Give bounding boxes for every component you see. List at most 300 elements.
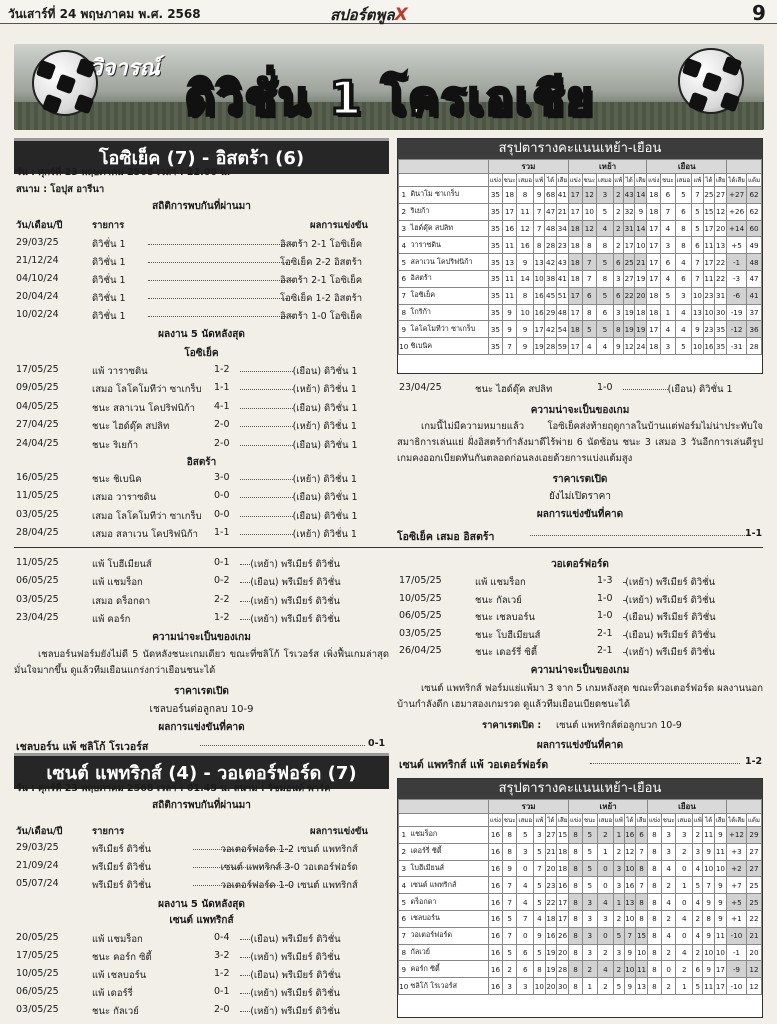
stat-cell: 23 — [556, 237, 568, 254]
page-title: ดิวิชั่น 1 โครเอเชีย — [185, 71, 595, 125]
stat-cell: 7 — [636, 877, 648, 894]
stat-cell: 22 — [623, 287, 634, 304]
form-date: 10/05/25 — [16, 968, 59, 979]
stat-cell: -3 — [727, 270, 747, 287]
stat-cell: 10 — [636, 944, 648, 961]
h2h-competition: พรีเมียร์ ดิวิชั่น — [92, 880, 152, 891]
stat-cell: 2 — [583, 961, 598, 978]
stat-cell: 18 — [647, 287, 661, 304]
form-score: 2-0 — [214, 419, 230, 431]
stat-cell: 7 — [661, 203, 675, 220]
stat-cell: 1 — [676, 978, 693, 995]
match2-prediction: เชลบอร์น แพ้ ซลิโก้ โรเวอร์ส — [16, 741, 149, 753]
column-header: แข่ง — [647, 174, 661, 187]
stat-cell: 35 — [489, 220, 503, 237]
stat-cell: +5 — [727, 237, 747, 254]
page-number: 9 — [752, 1, 766, 25]
column-header: เสีย — [557, 814, 569, 827]
stat-cell: 2 — [613, 187, 623, 204]
stat-cell: 7 — [692, 270, 703, 287]
stat-cell: 5 — [597, 287, 614, 304]
stat-cell: 5 — [597, 254, 614, 271]
stat-cell: 3 — [693, 843, 703, 860]
form-venue: (เยือน) ดิวิชั่น 1 — [292, 492, 358, 504]
stat-cell: 10 — [703, 304, 714, 321]
match1-pred-title: ผลการแข่งขันที่คาด — [536, 509, 624, 520]
stat-cell: 51 — [556, 287, 568, 304]
form-score: 4-1 — [214, 400, 230, 412]
stat-cell: 7 — [624, 927, 636, 944]
stat-cell: 6 — [399, 910, 409, 927]
form-score: 1-1 — [214, 527, 230, 539]
leader-dots — [148, 273, 292, 281]
stat-cell: 16 — [557, 877, 569, 894]
table-row — [399, 321, 762, 338]
column-header: ได้ — [703, 814, 715, 827]
stat-cell: 41 — [556, 270, 568, 287]
stat-cell: 6 — [661, 254, 675, 271]
column-header: ได้ — [624, 814, 636, 827]
stat-cell: 4 — [661, 894, 676, 911]
h2h-competition: ดิวิชั่น 1 — [92, 311, 126, 322]
h2h-date: 29/03/25 — [16, 842, 59, 853]
h2h-result: วอเตอร์ฟอร์ด 1-2 เซนต์ แพทริกส์ — [220, 844, 358, 855]
stat-cell: 13 — [636, 978, 648, 995]
stat-cell: +14 — [727, 220, 747, 237]
stat-cell: 10 — [517, 304, 534, 321]
stat-cell: -10 — [726, 927, 746, 944]
stat-cell: 9 — [502, 321, 516, 338]
stat-cell: 8 — [597, 237, 614, 254]
stat-cell: 0 — [517, 860, 534, 877]
stat-cell: 1 — [597, 843, 614, 860]
form-date: 06/05/25 — [16, 575, 59, 587]
form-result: แพ้ โบฮีเมียนส์ — [92, 559, 152, 570]
form-score: 1-2 — [214, 968, 230, 979]
form-venue: (เยือน) พรีเมียร์ ดิวิชั่น — [625, 612, 716, 624]
form-score: 0-4 — [214, 932, 230, 943]
stat-cell: 8 — [636, 894, 648, 911]
form-score: 2-0 — [214, 437, 230, 449]
stat-cell: 5 — [517, 827, 534, 844]
stat-cell: 16 — [489, 894, 503, 911]
stat-cell: 0 — [661, 961, 676, 978]
stat-cell: 4 — [517, 877, 534, 894]
stat-cell: 8 — [569, 877, 583, 894]
stat-cell: 18 — [557, 843, 569, 860]
team-name: ชิเบนิค — [409, 338, 489, 355]
stat-cell: 6 — [399, 270, 409, 287]
form-venue: (เหย้า) ดิวิชั่น 1 — [292, 384, 357, 396]
leader-dots — [240, 364, 293, 372]
form-venue: (เยือน) พรีเมียร์ ดิวิชั่น — [250, 934, 341, 945]
stat-cell: 9 — [714, 910, 726, 927]
stat-cell: +12 — [726, 827, 746, 844]
h2h-result: โอซิเย็ค 1-2 อิสตร้า — [280, 293, 363, 304]
stat-cell: 5 — [582, 321, 596, 338]
leader-dots — [240, 419, 293, 427]
stat-cell: 17 — [623, 237, 634, 254]
stat-cell: 1 — [614, 894, 624, 911]
stat-cell: 20 — [746, 944, 761, 961]
stat-cell: 3 — [583, 927, 598, 944]
stat-cell: 4 — [661, 860, 676, 877]
form-result: ชนะ โบฮีเมียนส์ — [475, 629, 541, 641]
column-header: ชนะ — [502, 174, 516, 187]
stat-cell: 12 — [582, 187, 596, 204]
stat-cell: 29 — [746, 827, 761, 844]
stat-cell: 5 — [661, 287, 675, 304]
stat-cell: 17 — [568, 187, 582, 204]
stat-cell: 6 — [661, 187, 675, 204]
form-date: 17/05/25 — [399, 575, 442, 586]
stat-cell: 8 — [675, 237, 692, 254]
column-header: เสมอ — [597, 814, 614, 827]
form-score: 1-3 — [597, 575, 613, 586]
stat-cell: 8 — [569, 894, 583, 911]
team-name: แชมร็อก — [409, 827, 489, 844]
form-date: 11/05/25 — [16, 490, 59, 502]
h2h-result: วอเตอร์ฟอร์ด 1-0 เซนต์ แพทริกส์ — [220, 880, 358, 891]
stat-cell: 7 — [582, 270, 596, 287]
stat-cell: 15 — [703, 203, 714, 220]
table-row — [399, 961, 762, 978]
stat-cell: 42 — [545, 321, 556, 338]
stat-cell: 23 — [703, 287, 714, 304]
form-venue: (เหย้า) ดิวิชั่น 1 — [292, 529, 357, 541]
stat-cell: 16 — [489, 978, 503, 995]
team-name: โอซิเย็ค — [409, 287, 489, 304]
stat-cell: 8 — [648, 961, 662, 978]
form-venue: (เหย้า) พรีเมียร์ ดิวิชั่น — [625, 647, 716, 659]
stat-cell: 3 — [661, 237, 675, 254]
stat-cell: 3 — [614, 877, 624, 894]
stat-cell: 21 — [556, 203, 568, 220]
stat-cell: 11 — [703, 978, 715, 995]
stat-cell: 6 — [675, 270, 692, 287]
stat-cell: +3 — [726, 843, 746, 860]
team-name: สลาเวน โคปริฟนิก้า — [409, 254, 489, 271]
stat-cell: 9 — [624, 978, 636, 995]
form-result: แพ้ เดอร์รี่ — [92, 988, 133, 999]
form-score: 0-0 — [214, 508, 230, 520]
stat-cell: 4 — [675, 254, 692, 271]
stat-cell: 7 — [502, 877, 517, 894]
stat-cell: 2 — [399, 843, 409, 860]
stat-cell: 16 — [489, 910, 503, 927]
h2h-date: 29/03/25 — [16, 237, 59, 248]
stat-cell: 4 — [597, 961, 614, 978]
stat-cell: 9 — [517, 321, 534, 338]
stat-cell: 16 — [624, 877, 636, 894]
match1-pred-score: 1-1 — [745, 528, 763, 539]
match1-odds: ยังไม่เปิดราคา — [549, 491, 611, 502]
h2h-result: อิสตร้า 2-1 โอซิเย็ค — [280, 275, 363, 286]
stat-cell: 11 — [703, 827, 715, 844]
stat-cell: 62 — [747, 203, 762, 220]
table-row — [399, 203, 762, 220]
form-venue: (เยือน) ดิวิชั่น 1 — [292, 366, 358, 377]
form-venue: (เยือน) ดิวิชั่น 1 — [667, 384, 733, 395]
stat-cell: 17 — [568, 287, 582, 304]
stat-cell: 21 — [746, 927, 761, 944]
stat-cell: 25 — [623, 254, 634, 271]
match3-pred-title: ผลการแข่งขันที่คาด — [536, 740, 624, 751]
stat-cell: 10 — [534, 978, 546, 995]
form-date: 24/04/25 — [16, 437, 59, 449]
stat-cell: 18 — [557, 860, 569, 877]
match1-title: โอซิเย็ค (7) - อิสตร้า (6) — [14, 138, 389, 174]
stat-cell: 9 — [703, 894, 715, 911]
table-row — [399, 927, 762, 944]
stat-cell: 20 — [635, 287, 647, 304]
column-header: แพ้ — [692, 174, 703, 187]
stat-cell: 5 — [583, 877, 598, 894]
stat-cell: 5 — [614, 978, 624, 995]
stat-cell: 17 — [568, 203, 582, 220]
stat-cell: +5 — [726, 894, 746, 911]
stat-cell: 8 — [648, 910, 662, 927]
stat-cell: 23 — [703, 321, 714, 338]
stat-cell: 3 — [597, 187, 614, 204]
stat-cell: 7 — [703, 877, 715, 894]
stat-cell: 41 — [747, 287, 762, 304]
stat-cell: 14 — [517, 270, 534, 287]
stat-cell: 9 — [533, 187, 544, 204]
stat-cell: 9 — [624, 944, 636, 961]
stat-cell: 0 — [597, 860, 614, 877]
stat-cell: 2 — [661, 877, 676, 894]
stat-cell: 10 — [635, 237, 647, 254]
form-venue: (เหย้า) ดิวิชั่น 1 — [292, 421, 357, 433]
stat-cell: 5 — [583, 827, 598, 844]
form-date: 27/04/25 — [16, 419, 59, 431]
stat-cell: 4 — [693, 927, 703, 944]
stat-cell: 3 — [661, 827, 676, 844]
stat-cell: 16 — [489, 927, 503, 944]
match3-pred-score: 1-2 — [745, 756, 763, 767]
team-name: เดอร์รี่ ซิตี้ — [409, 843, 489, 860]
stat-cell: 25 — [746, 877, 761, 894]
h2h-result: เซนต์ แพทริกส์ 3-0 วอเตอร์ฟอร์ด — [220, 862, 358, 873]
match3-prediction: เซนต์ แพทริกส์ แพ้ วอเตอร์ฟอร์ด — [399, 759, 549, 771]
stat-cell: 5 — [583, 860, 598, 877]
column-header: แข่ง — [569, 814, 583, 827]
stat-cell: 2 — [661, 910, 676, 927]
stat-cell: 27 — [623, 270, 634, 287]
column-header: แพ้ — [534, 814, 546, 827]
stat-cell: 1 — [399, 187, 409, 204]
stat-cell: 18 — [568, 270, 582, 287]
stat-cell: 8 — [648, 843, 662, 860]
column-header: ได้ — [545, 174, 556, 187]
stat-cell: 18 — [647, 203, 661, 220]
stat-cell: 11 — [714, 843, 726, 860]
stat-cell: 10 — [399, 978, 409, 995]
standings-title: สรุปตารางคะแนนเหย้า-เยือน — [398, 139, 762, 159]
stat-cell: 8 — [569, 961, 583, 978]
team-name: เชลบอร์น — [409, 910, 489, 927]
stat-cell: 16 — [489, 961, 503, 978]
stat-cell: 18 — [568, 237, 582, 254]
stat-cell: -1 — [726, 944, 746, 961]
stat-cell: 9 — [399, 321, 409, 338]
stat-cell: 9 — [613, 338, 623, 355]
form-result: แพ้ แชมร็อก — [92, 934, 143, 945]
form-score: 1-0 — [597, 610, 613, 622]
stat-cell: 7 — [636, 843, 648, 860]
stat-cell: 18 — [647, 304, 661, 321]
stat-cell: 13 — [533, 254, 544, 271]
stat-cell: 35 — [489, 304, 503, 321]
stat-cell: 6 — [517, 961, 534, 978]
stat-cell: 35 — [489, 187, 503, 204]
stat-cell: 16 — [517, 237, 534, 254]
leader-dots — [148, 255, 292, 263]
column-header: แพ้ — [613, 174, 623, 187]
team-name: คอร์ก ซิตี้ — [409, 961, 489, 978]
home-team-name: โอซิเย็ค — [184, 348, 219, 359]
stat-cell: 17 — [568, 338, 582, 355]
stat-cell: 13 — [715, 237, 727, 254]
form-date: 03/05/25 — [399, 627, 442, 639]
form-result: แพ้ เชลบอร์น — [92, 970, 147, 981]
stat-cell: 2 — [502, 961, 517, 978]
football-left-icon — [32, 50, 98, 116]
stat-cell: 2 — [614, 910, 624, 927]
team-name: ริเยก้า — [409, 203, 489, 220]
stat-cell: 35 — [489, 254, 503, 271]
h2h-competition: ดิวิชั่น 1 — [92, 293, 126, 304]
table-row — [399, 304, 762, 321]
h2h-date: 10/02/24 — [16, 309, 59, 320]
column-header: ได้ — [703, 174, 714, 187]
stat-cell: 7 — [534, 860, 546, 877]
stat-cell: -10 — [726, 978, 746, 995]
stat-cell: 2 — [399, 203, 409, 220]
stat-cell: 8 — [648, 877, 662, 894]
stat-cell: 8 — [648, 894, 662, 911]
stat-cell: 2 — [613, 237, 623, 254]
stat-cell: +7 — [726, 877, 746, 894]
leader-dots — [148, 309, 292, 317]
stat-cell: 36 — [747, 321, 762, 338]
stat-cell: 5 — [597, 203, 614, 220]
stat-cell: 8 — [569, 944, 583, 961]
stat-cell: 4 — [399, 237, 409, 254]
match1-odds-title: ราคาเรตเปิด — [552, 474, 608, 485]
stat-cell: 8 — [502, 843, 517, 860]
stat-cell: -9 — [726, 961, 746, 978]
stat-cell: 10 — [624, 860, 636, 877]
form-date: 20/05/25 — [16, 932, 59, 943]
stat-cell: 8 — [569, 843, 583, 860]
match2-likely-title: ความน่าจะเป็นของเกม — [152, 632, 251, 643]
h2h-competition: ดิวิชั่น 1 — [92, 275, 126, 286]
column-header: ได้ — [545, 814, 557, 827]
stat-cell: 43 — [556, 254, 568, 271]
form-score: 0-0 — [214, 490, 230, 502]
stat-cell: 31 — [623, 220, 634, 237]
form-score: 3-0 — [214, 472, 230, 483]
stat-cell: 12 — [746, 978, 761, 995]
stat-cell: 18 — [568, 254, 582, 271]
stat-cell: 35 — [489, 270, 503, 287]
form-date: 23/04/25 — [399, 382, 442, 393]
form-date: 28/04/25 — [16, 527, 59, 539]
stat-cell: 5 — [502, 944, 517, 961]
stat-cell: 22 — [545, 894, 557, 911]
stat-cell: 8 — [582, 304, 596, 321]
table-row — [399, 338, 762, 355]
form-venue: (เหย้า) ดิวิชั่น 1 — [292, 474, 357, 485]
column-header: ได้เสีย — [726, 814, 746, 827]
stat-cell: 16 — [489, 843, 503, 860]
stat-cell: 62 — [747, 187, 762, 204]
team-name: กัลเวย์ — [409, 944, 489, 961]
stat-cell: 1 — [399, 827, 409, 844]
stat-cell: 16 — [502, 220, 516, 237]
stat-cell: 4 — [676, 910, 693, 927]
stat-cell: 5 — [534, 877, 546, 894]
match1-prediction: โอซิเย็ค เสมอ อิสตร้า — [397, 531, 495, 543]
stat-cell: 4 — [693, 894, 703, 911]
stat-cell: 17 — [647, 254, 661, 271]
stat-cell: 19 — [635, 270, 647, 287]
column-header: เสีย — [715, 174, 727, 187]
leader-dots — [148, 291, 292, 299]
stat-cell: 3 — [613, 304, 623, 321]
stat-cell: 5 — [399, 254, 409, 271]
stat-cell: 7 — [582, 254, 596, 271]
stat-cell: 19 — [533, 338, 544, 355]
stat-cell: 8 — [648, 860, 662, 877]
stat-cell: 3 — [597, 910, 614, 927]
stat-cell: 30 — [715, 304, 727, 321]
form-score: 2-2 — [214, 593, 230, 605]
column-header: เสีย — [635, 174, 647, 187]
stat-cell: 41 — [556, 187, 568, 204]
group-header: รวม — [489, 800, 569, 814]
stat-cell: 8 — [648, 827, 662, 844]
stat-cell: 27 — [746, 843, 761, 860]
stat-cell: 9 — [635, 203, 647, 220]
stat-cell: 10 — [703, 860, 715, 877]
form-score: 1-0 — [597, 592, 613, 604]
leader-dots — [240, 950, 250, 958]
stat-cell: 5 — [502, 910, 517, 927]
stat-cell: 8 — [648, 978, 662, 995]
leader-dots — [240, 932, 250, 940]
column-header: แข่ง — [568, 174, 582, 187]
table-row — [399, 220, 762, 237]
group-header: เหย้า — [569, 800, 648, 814]
team-name: โลโคโมทีว่า ซาเกร็บ — [409, 321, 489, 338]
stat-cell: 16 — [545, 927, 557, 944]
h2h2-col-event: รายการ — [92, 826, 125, 837]
stat-cell: 35 — [715, 338, 727, 355]
stat-cell: 9 — [534, 927, 546, 944]
stat-cell: 9 — [502, 304, 516, 321]
section-tag: วิจารณ์ — [90, 56, 160, 81]
stat-cell: 4 — [597, 894, 614, 911]
table-row — [399, 827, 762, 844]
stat-cell: 17 — [647, 237, 661, 254]
stat-cell: +26 — [727, 203, 747, 220]
stat-cell: 5 — [675, 187, 692, 204]
stat-cell: 5 — [534, 944, 546, 961]
table-row — [399, 237, 762, 254]
